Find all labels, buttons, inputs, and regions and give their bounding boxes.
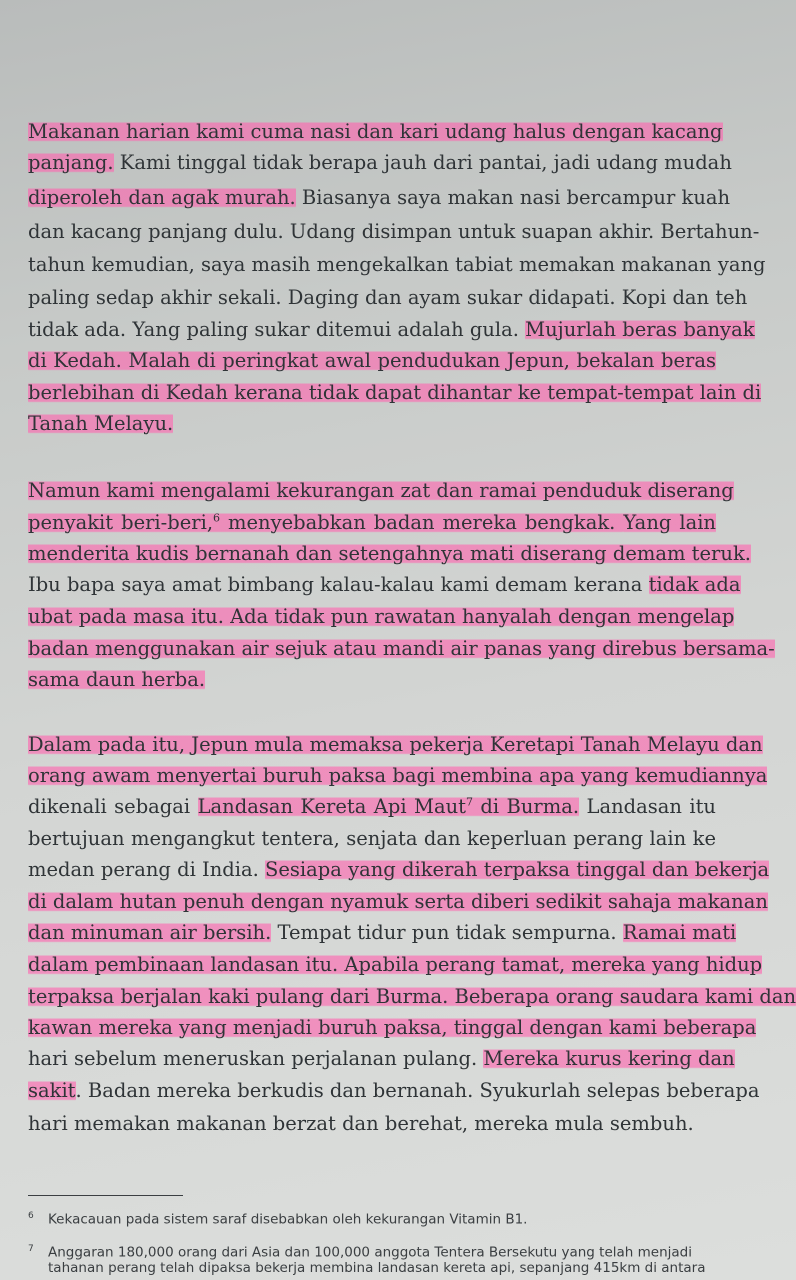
text-line [28,886,768,917]
text-line: dan kacang panjang dulu. Udang disimpan untuk suapan akhir. Bertahun- [28,220,760,243]
highlighted-text: tidak ada [648,573,741,596]
highlighted-text: Apabila perang tamat, mereka yang hidup [344,953,763,976]
highlighted-text: badan menggunakan air sejuk atau [28,637,383,660]
text-line [28,538,751,569]
text-line: tidak ada. Yang paling sukar ditemui adalah gula. Mujurlah beras banyak [28,318,755,341]
text-line: medan perang di India. Sesiapa yang dikerah terpaksa tinggal dan bekerja [28,858,770,881]
footnote-6: 6 Kekacauan pada sistem saraf disebabkan oleh kekurangan Vitamin B1. [28,1211,528,1228]
text-line: paling sedap akhir sekali. Daging dan ayam sukar didapati. Kopi dan teh [28,286,748,309]
highlighted-text: Makanan harian kami cuma nasi dan kari udang halus dengan kacang [28,120,723,143]
text-line [28,408,173,439]
text-line [28,949,763,980]
highlighted-text: di Kedah. Malah di peringkat awal pendudukan Jepun, bekalan beras [28,349,716,372]
highlighted-text: sakit [28,1079,76,1102]
highlighted-text: diperoleh dan agak murah. [28,186,296,209]
highlighted-text: berlebihan di Kedah kerana tidak dapat dihantar ke tempat-tempat lain di [28,381,762,404]
highlighted-text: Tanah Melayu. [28,412,174,435]
text-line: dikenali sebagai Landasan Kereta Api Maut$^7$ di Burma. Landasan itu [28,795,716,818]
text-line [28,981,796,1012]
footnote-divider [28,1195,183,1196]
highlighted-text: panjang. [28,151,114,174]
text-line [28,760,768,791]
highlighted-text: mandi air panas yang direbus bersama- [382,637,775,660]
highlighted-text: terpaksa berjalan kaki pulang dari Burma. [28,985,455,1008]
text-line: dan minuman air bersih. Tempat tidur pun tidak sempurna. Ramai mati [28,921,737,944]
text-line [28,345,716,376]
highlighted-text: Ramai mati [622,921,737,944]
text-line [28,1012,757,1043]
text-line: Ibu bapa saya amat bimbang kalau-kalau kami demam kerana tidak ada [28,573,741,596]
highlighted-text: Landasan Kereta Api Maut$^7$ di Burma. [197,795,580,818]
highlighted-text: orang awam menyertai buruh paksa bagi membina apa yang kemudiannya [28,764,768,787]
text-line: panjang. Kami tinggal tidak berapa jauh dari pantai, jadi udang mudah [28,151,732,174]
highlighted-text: Yang lain [623,511,716,534]
highlighted-text: kawan mereka yang menjadi buruh paksa, tinggal dengan kami beberapa [28,1016,757,1039]
footnote-7: 7 Anggaran 180,000 orang dari Asia dan 100,000 anggota Tentera Bersekutu yang telah menjadi [28,1244,692,1261]
text-line: hari sebelum meneruskan perjalanan pulang. Mereka kurus kering dan [28,1047,735,1070]
text-line: diperoleh dan agak murah. Biasanya saya makan nasi bercampur kuah [28,186,731,209]
text-line: sakit. Badan mereka berkudis dan bernanah. Syukurlah selepas beberapa [28,1079,760,1102]
highlighted-text: dan minuman air bersih. [28,921,272,944]
highlighted-text: menderita kudis bernanah dan setengahnya mati diserang demam teruk. [28,542,751,565]
text-line [28,475,734,506]
highlighted-text: Mujurlah beras banyak [525,318,755,341]
text-line: bertujuan mengangkut tentera, senjata dan keperluan perang lain ke [28,827,716,850]
text-line: hari memakan makanan berzat dan berehat, mereka mula sembuh. [28,1112,694,1135]
highlighted-text: Dalam pada itu, Jepun mula memaksa pekerja Keretapi Tanah Melayu dan [28,733,763,756]
text-line [28,664,205,695]
highlighted-text: Beberapa orang saudara kami dan [454,985,796,1008]
highlighted-text: Mereka kurus kering dan [483,1047,735,1070]
highlighted-text: sama daun herba. [28,668,206,691]
text-line [28,507,716,538]
highlighted-text: penyakit beri-beri,$^6$ menyebabkan badan mereka bengkak. [28,511,624,534]
text-line [28,377,762,408]
highlighted-text: dalam pembinaan landasan itu. [28,953,345,976]
text-line [28,116,723,147]
text-line: tahun kemudian, saya masih mengekalkan tabiat memakan makanan yang [28,253,766,276]
highlighted-text: di dalam hutan penuh dengan nyamuk serta diberi sedikit sahaja makanan [28,890,768,913]
highlighted-text: Namun kami mengalami kekurangan zat dan [28,479,480,502]
text-line [28,633,775,664]
footnote-7-continued: tahanan perang telah dipaksa bekerja membina landasan kereta api, sepanjang 415km di antara [48,1260,706,1276]
footnote-ref-7: 7 [465,795,473,809]
text-line [28,729,763,760]
footnote-ref-6: 6 [213,511,221,525]
text-line [28,601,735,632]
highlighted-text: ramai penduduk diserang [479,479,734,502]
highlighted-text: Sesiapa yang dikerah terpaksa tinggal dan bekerja [265,858,770,881]
highlighted-text: ubat pada masa itu. Ada tidak pun rawatan hanyalah dengan mengelap [28,605,735,628]
